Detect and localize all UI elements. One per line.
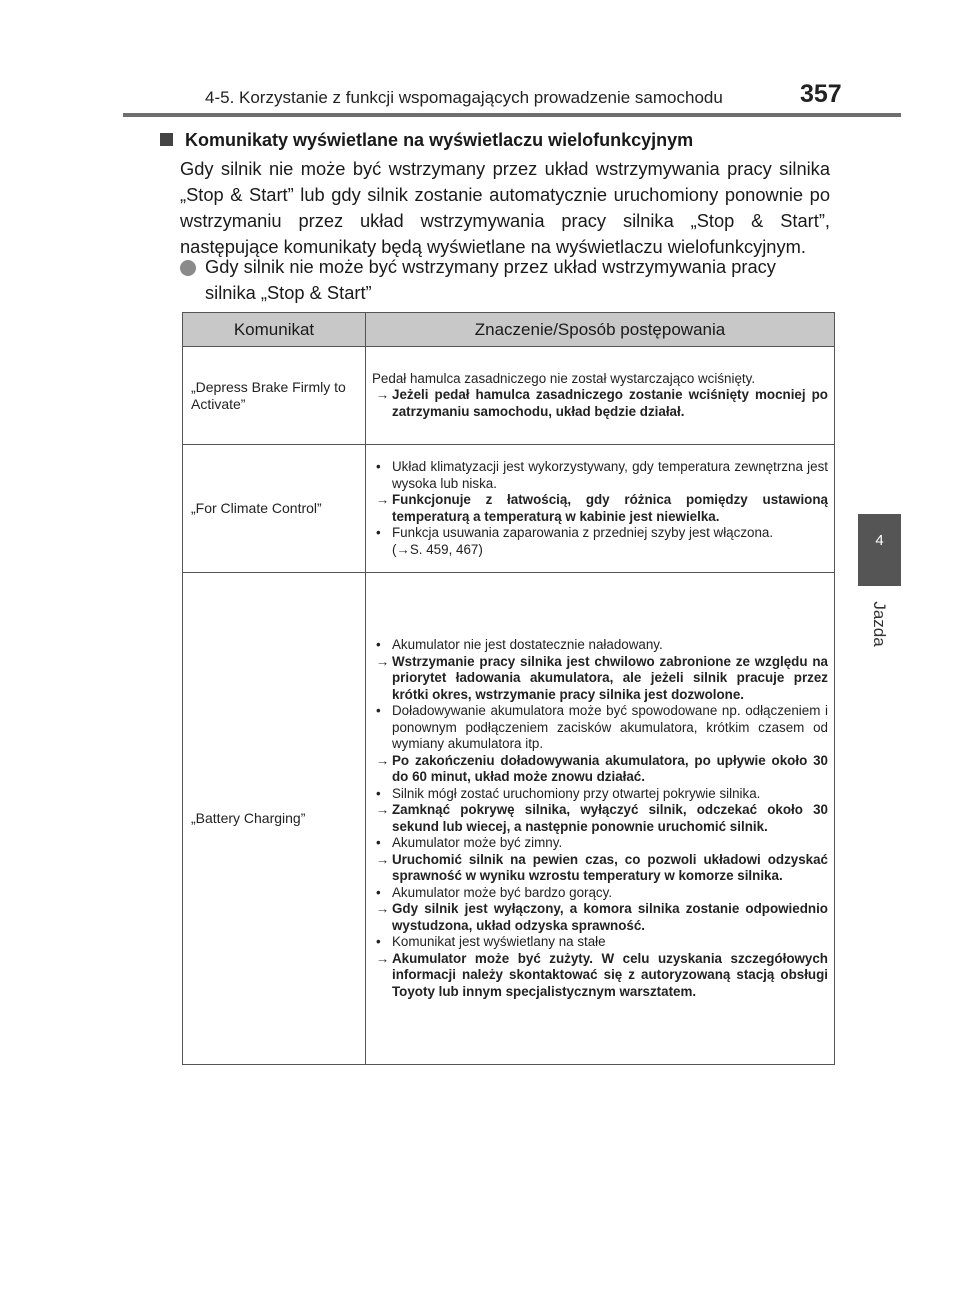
column-header-meaning: Znaczenie/Sposób postępowania xyxy=(366,313,835,347)
meaning-cell xyxy=(366,347,835,445)
meaning-line: • Funkcja usuwania zaparowania z przedniej szyby jest włączona. xyxy=(376,525,774,540)
page-reference: (→S. 459, 467) xyxy=(392,541,483,557)
bullet-dot-icon: • xyxy=(376,637,381,652)
meaning-line: • Układ klimatyzacji jest wykorzystywany, gdy temperatura zewnętrzna jest wysoka lub niska. xyxy=(376,459,828,491)
bullet-dot-icon: • xyxy=(376,835,381,850)
arrow-right-icon: → xyxy=(376,950,390,966)
chapter-label-text: Jazda xyxy=(870,601,889,647)
table-row xyxy=(183,347,835,445)
action-line: → Po zakończeniu doładowywania akumulatora, po upływie około 30 do 60 minut, układ może znowu działać. xyxy=(376,752,828,784)
bullet-dot-icon: • xyxy=(376,459,381,474)
chapter-number: 4 xyxy=(875,532,884,549)
arrow-right-icon: → xyxy=(376,901,390,916)
meaning-cell xyxy=(366,573,835,1065)
meaning-line: • Komunikat jest wyświetlany na stałe xyxy=(376,934,606,949)
arrow-right-icon: → xyxy=(376,802,390,817)
square-bullet-icon xyxy=(160,133,173,146)
table-row xyxy=(183,573,835,1065)
meaning-line: • Akumulator nie jest dostatecznie naładowany. xyxy=(376,637,663,652)
arrow-right-icon: → xyxy=(376,653,390,669)
action-line: → Funkcjonuje z łatwością, gdy różnica pomiędzy ustawioną temperaturą a temperaturą w kabinie jest niewielka. xyxy=(376,492,828,524)
chapter-tab[interactable] xyxy=(858,514,901,586)
action-line: → Uruchomić silnik na pewien czas, co pozwoli układowi odzyskać sprawność w wyniku wzrostu temperatury w komorze silnika. xyxy=(376,851,828,883)
bullet-dot-icon: • xyxy=(376,934,381,949)
meaning-line: • Akumulator może być zimny. xyxy=(376,835,563,850)
meaning-line: Pedał hamulca zasadniczego nie został wystarczająco wciśnięty. xyxy=(372,370,756,386)
chapter-label xyxy=(858,590,901,660)
action-line: → Akumulator może być zużyty. W celu uzyskania szczegółowych informacji należy skontaktować się z autoryzowaną stacją obsługi Toyoty lub innym specjalistycznym warsztatem. xyxy=(376,950,828,999)
meaning-cell xyxy=(366,445,835,573)
section-heading xyxy=(160,128,840,152)
section-heading-text: Komunikaty wyświetlane na wyświetlaczu wielofunkcyjnym xyxy=(185,130,694,150)
meaning-line: • Akumulator może być bardzo gorący. xyxy=(376,884,613,900)
message-cell: „Battery Charging” xyxy=(183,573,366,1065)
arrow-right-icon: → xyxy=(376,851,390,867)
column-header-message: Komunikat xyxy=(183,313,366,347)
message-cell: „Depress Brake Firmly to Activate” xyxy=(183,347,366,445)
messages-table xyxy=(182,312,835,1065)
intro-paragraph: Gdy silnik nie może być wstrzymany przez układ wstrzymywania pracy silnika „Stop & Start” lub gdy silnik zostanie automatycznie uruchomiony ponownie po wstrzymaniu przez układ wstrzymywania pracy silnika „Stop & Start”, następujące komunikaty będą wyświetlane na wyświetlaczu wielofunkcyjnym. xyxy=(180,158,830,257)
action-line: → Gdy silnik jest wyłączony, a komora silnika zostanie odpowiednio wystudzona, układ odzyska sprawność. xyxy=(376,901,828,933)
arrow-right-icon: → xyxy=(376,387,390,403)
table-header-row xyxy=(183,313,835,347)
bullet-dot-icon: • xyxy=(376,703,381,718)
action-line: → Wstrzymanie pracy silnika jest chwilowo zabronione ze względu na priorytet ładowania akumulatora, ale jeżeli silnik pracuje przez krótki okres, wstrzymanie pracy silnika jest dozwolone. xyxy=(376,653,828,702)
action-line: → Zamknąć pokrywę silnika, wyłączyć silnik, odczekać około 30 sekund lub wiecej, a następnie ponownie uruchomić silnik. xyxy=(376,802,828,834)
arrow-right-icon: → xyxy=(376,752,390,768)
circle-bullet-icon xyxy=(180,260,196,276)
bullet-dot-icon: • xyxy=(376,785,381,801)
message-cell: „For Climate Control” xyxy=(183,445,366,573)
arrow-right-icon: → xyxy=(376,492,390,507)
meaning-line: • Silnik mógł zostać uruchomiony przy otwartej pokrywie silnika. xyxy=(376,785,761,801)
action-line: → Jeżeli pedał hamulca zasadniczego zostanie wciśnięty mocniej po zatrzymaniu samochodu, układ będzie działał. xyxy=(376,387,828,419)
bullet-dot-icon: • xyxy=(376,884,381,900)
bullet-text: Gdy silnik nie może być wstrzymany przez układ wstrzymywania pracy silnika „Stop & Start” xyxy=(205,256,776,303)
header-rule xyxy=(123,113,901,117)
section-title: 4-5. Korzystanie z funkcji wspomagających prowadzenie samochodu xyxy=(205,88,723,107)
bullet-dot-icon: • xyxy=(376,525,381,540)
meaning-line: • Doładowywanie akumulatora może być spowodowane np. odłączeniem i ponownym podłączeniem zacisków akumulatora, krótkim czasem od wymiany akumulatora itp. xyxy=(376,703,828,751)
table-row xyxy=(183,445,835,573)
page-number: 357 xyxy=(800,80,842,108)
